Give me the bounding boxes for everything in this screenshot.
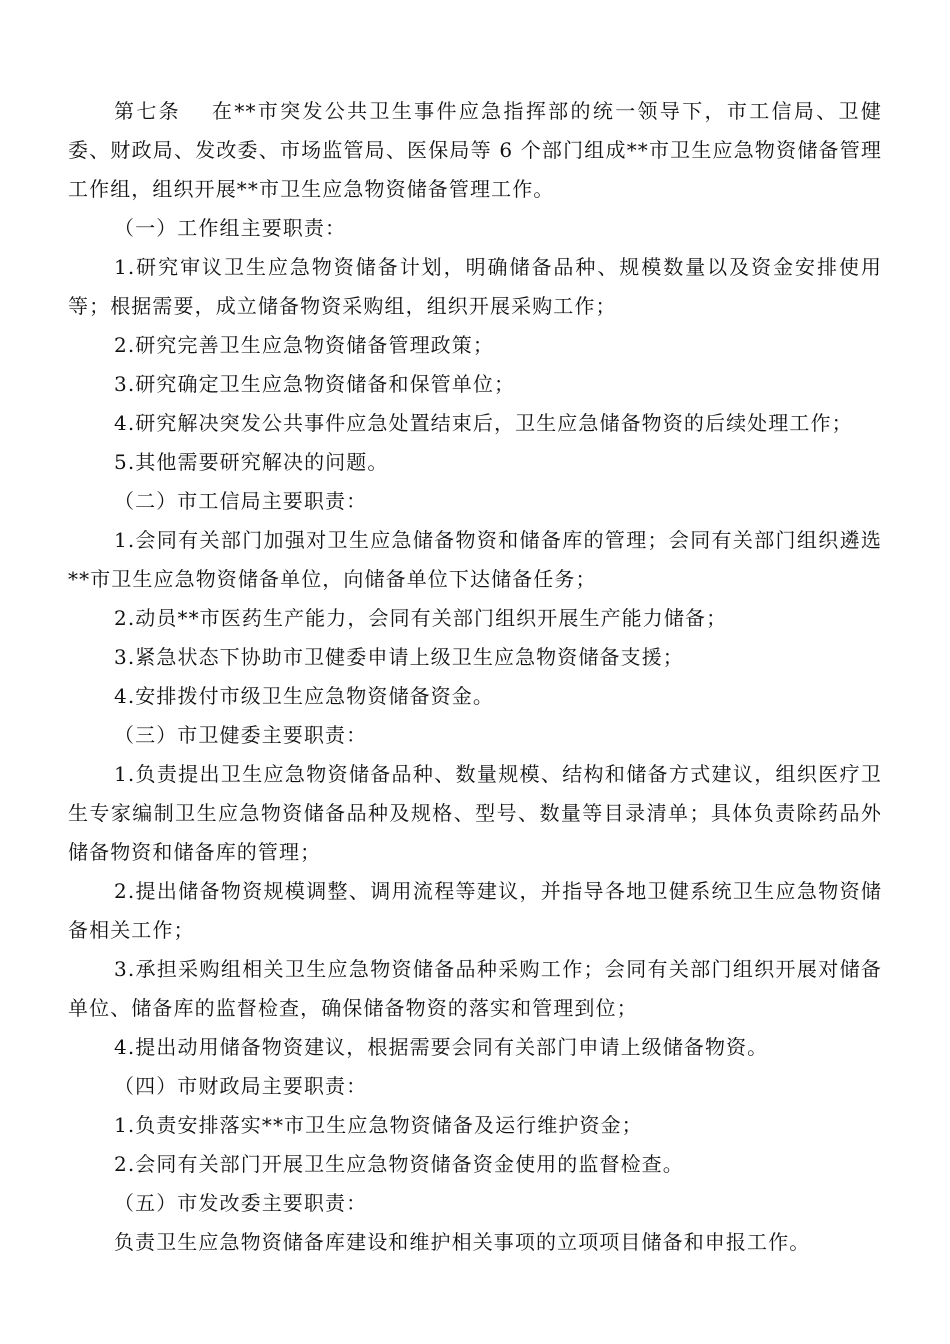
list-item: 2.会同有关部门开展卫生应急物资储备资金使用的监督检查。 [114, 1152, 684, 1176]
list-item: 1.研究审议卫生应急物资储备计划，明确储备品种、规模数量以及资金安排使用等；根据需要，成立储备物资采购组，组织开展采购工作； [68, 255, 882, 318]
section-heading-health-commission: （三）市卫健委主要职责： [114, 723, 368, 747]
list-item: 2.提出储备物资规模调整、调用流程等建议，并指导各地卫健系统卫生应急物资储备相关工作； [68, 879, 882, 942]
list-item: 负责卫生应急物资储备库建设和维护相关事项的立项项目储备和申报工作。 [114, 1230, 811, 1254]
list-item: 4.安排拨付市级卫生应急物资储备资金。 [114, 684, 494, 708]
section-heading-working-group: （一）工作组主要职责： [114, 216, 347, 240]
section-heading-development-commission: （五）市发改委主要职责： [114, 1191, 368, 1215]
list-item: 2.动员**市医药生产能力，会同有关部门组织开展生产能力储备； [114, 606, 728, 630]
list-item: 2.研究完善卫生应急物资储备管理政策； [114, 333, 494, 357]
document-body [68, 92, 882, 1262]
list-item: 3.紧急状态下协助市卫健委申请上级卫生应急物资储备支援； [114, 645, 684, 669]
list-item: 3.研究确定卫生应急物资储备和保管单位； [114, 372, 516, 396]
list-item: 5.其他需要研究解决的问题。 [114, 450, 389, 474]
article-7-intro: 第七条 在**市突发公共卫生事件应急指挥部的统一领导下，市工信局、卫健委、财政局、发改委、市场监管局、医保局等 6 个部门组成**市卫生应急物资储备管理工作组，组织开展**市卫生应急物资储备管理工作。 [68, 99, 882, 201]
list-item: 3.承担采购组相关卫生应急物资储备品种采购工作；会同有关部门组织开展对储备单位、储备库的监督检查，确保储备物资的落实和管理到位； [68, 957, 882, 1020]
list-item: 4.研究解决突发公共事件应急处置结束后，卫生应急储备物资的后续处理工作； [114, 411, 853, 435]
list-item: 1.会同有关部门加强对卫生应急储备物资和储备库的管理；会同有关部门组织遴选**市卫生应急物资储备单位，向储备单位下达储备任务； [68, 528, 882, 591]
list-item: 1.负责安排落实**市卫生应急物资储备及运行维护资金； [114, 1113, 643, 1137]
list-item: 1.负责提出卫生应急物资储备品种、数量规模、结构和储备方式建议，组织医疗卫生专家编制卫生应急物资储备品种及规格、型号、数量等目录清单；具体负责除药品外储备物资和储备库的管理； [68, 762, 882, 864]
section-heading-industry-bureau: （二）市工信局主要职责： [114, 489, 368, 513]
section-heading-finance-bureau: （四）市财政局主要职责： [114, 1074, 368, 1098]
list-item: 4.提出动用储备物资建议，根据需要会同有关部门申请上级储备物资。 [114, 1035, 769, 1059]
